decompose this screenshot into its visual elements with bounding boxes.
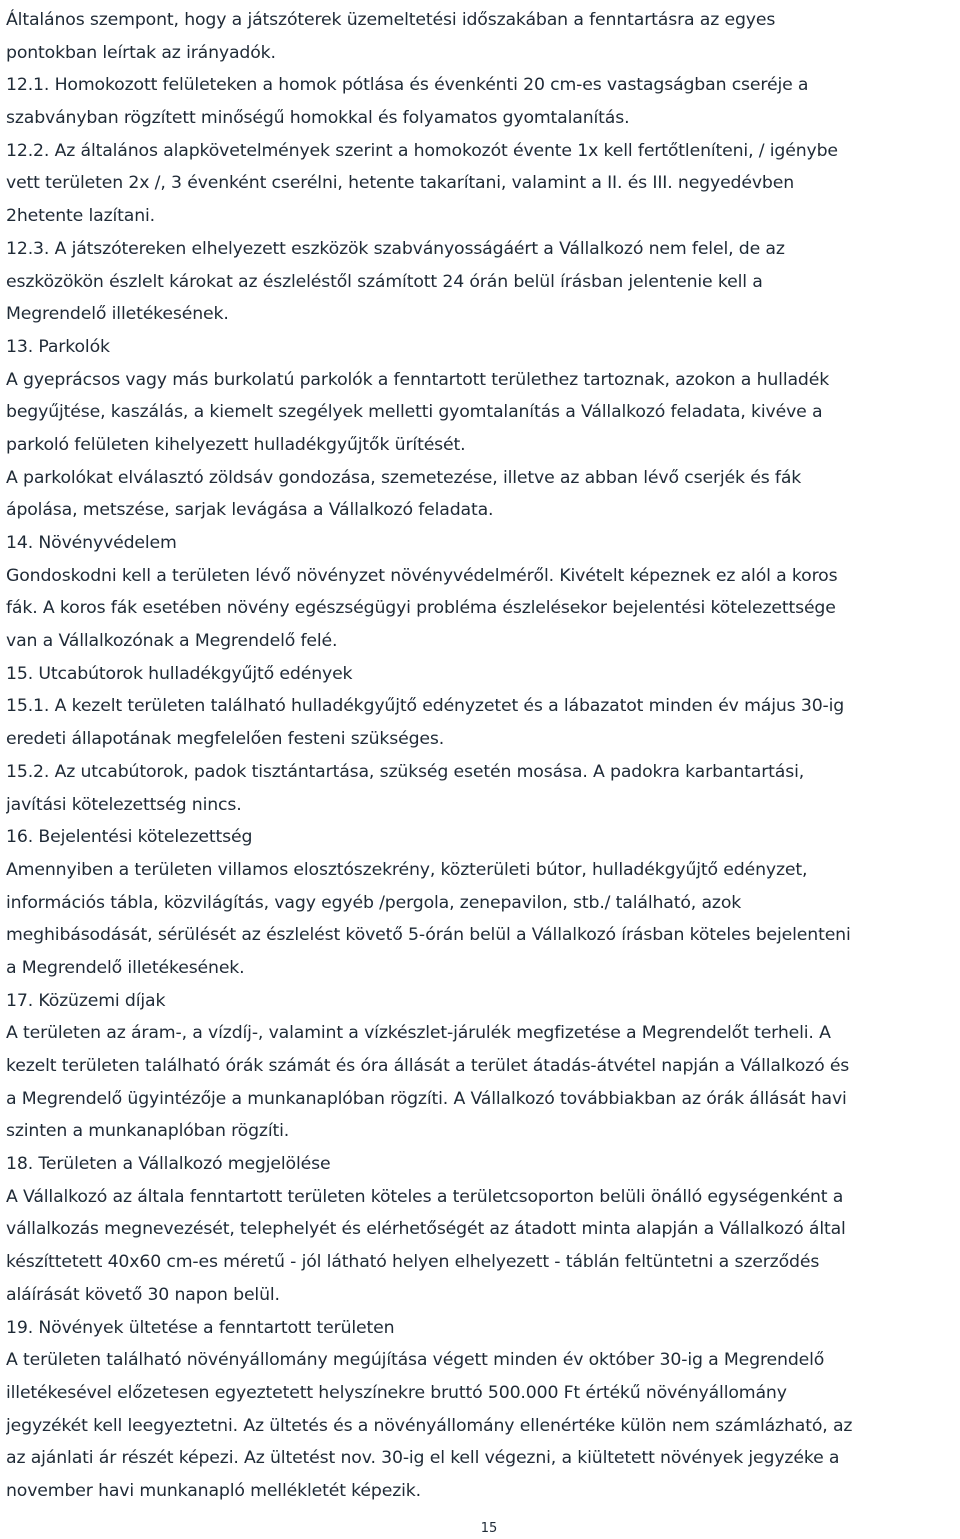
section-heading: 13. Parkolók: [6, 336, 110, 357]
text-line: illetékesével előzetesen egyeztetett helyszínekre bruttó 500.000 Ft értékű növényállomány: [6, 1382, 787, 1403]
text-line: jegyzékét kell leegyeztetni. Az ültetés és a növényállomány ellenértéke külön nem számlázható, az: [6, 1415, 853, 1436]
text-line: 15.1. A kezelt területen található hulladékgyűjtő edényzetet és a lábazatot minden év május 30-ig: [6, 696, 845, 717]
text-line: 2hetente lazítani.: [6, 206, 156, 227]
page-number: 15: [480, 1521, 498, 1536]
text-line: javítási kötelezettség nincs.: [6, 794, 242, 815]
text-line: készíttetett 40x60 cm-es méretű - jól látható helyen elhelyezett - táblán feltüntetni a szerződés: [6, 1252, 820, 1273]
section-heading: 15. Utcabútorok hulladékgyűjtő edények: [6, 663, 353, 684]
text-line: eszközökön észlelt károkat az észleléstől számított 24 órán belül írásban jelentenie kell a: [6, 271, 763, 292]
section-heading: 18. Területen a Vállalkozó megjelölése: [6, 1154, 331, 1175]
text-line: vett területen 2x /, 3 évenként cserélni, hetente takarítani, valamint a II. és III. negyedévben: [6, 173, 795, 194]
text-line: Általános szempont, hogy a játszóterek üzemeltetési időszakában a fenntartásra az egyes: [6, 10, 776, 30]
text-line: a Megrendelő ügyintézője a munkanaplóban rögzíti. A Vállalkozó továbbiakban az órák állását havi: [6, 1088, 847, 1109]
text-line: 15.2. Az utcabútorok, padok tisztántartása, szükség esetén mosása. A padokra karbantartási,: [6, 761, 805, 782]
text-line: van a Vállalkozónak a Megrendelő felé.: [6, 631, 338, 652]
text-line: szinten a munkanaplóban rögzíti.: [6, 1121, 290, 1142]
text-line: kezelt területen található órák számát és óra állását a terület átadás-átvétel napján a Vállalkozó és: [6, 1056, 850, 1076]
section-heading: 19. Növények ültetése a fenntartott területen: [6, 1317, 395, 1338]
text-line: eredeti állapotának megfelelően festeni szükséges.: [6, 729, 445, 750]
text-line: a Megrendelő illetékesének.: [6, 957, 245, 978]
text-line: pontokban leírtak az irányadók.: [6, 42, 276, 63]
text-line: A területen található növényállomány megújítása végett minden év október 30-ig a Megrendelő: [6, 1350, 825, 1371]
text-line: Gondoskodni kell a területen lévő növényzet növényvédelméről. Kivételt képeznek ez alól a koros: [6, 565, 838, 586]
section-heading: 16. Bejelentési kötelezettség: [6, 827, 253, 848]
text-line: A parkolókat elválasztó zöldsáv gondozása, szemetezése, illetve az abban lévő cserjék és fák: [6, 467, 802, 488]
section-heading: 17. Közüzemi díjak: [6, 990, 166, 1011]
text-line: vállalkozás megnevezését, telephelyét és elérhetőségét az átadott minta alapján a Vállalkozó által: [6, 1219, 846, 1240]
text-line: ápolása, metszése, sarjak levágása a Vállalkozó feladata.: [6, 500, 494, 521]
text-line: november havi munkanapló mellékletét képezik.: [6, 1480, 421, 1501]
text-line: A Vállalkozó az általa fenntartott területen köteles a területcsoporton belüli önálló egységenként a: [6, 1186, 844, 1207]
text-line: szabványban rögzített minőségű homokkal és folyamatos gyomtalanítás.: [6, 108, 630, 129]
text-line: begyűjtése, kaszálás, a kiemelt szegélyek melletti gyomtalanítás a Vállalkozó feladata, kivéve a: [6, 402, 823, 423]
document-body: [6, 4, 958, 1508]
text-line: fák. A koros fák esetében növény egészségügyi probléma észlelésekor bejelentési kötelezettsége: [6, 598, 836, 619]
text-line: Megrendelő illetékesének.: [6, 304, 229, 325]
text-line: 12.3. A játszótereken elhelyezett eszközök szabványosságáért a Vállalkozó nem felel, de az: [6, 238, 785, 259]
text-line: A gyeprácsos vagy más burkolatú parkolók a fenntartott területhez tartoznak, azokon a hulladék: [6, 369, 830, 390]
text-line: aláírását követő 30 napon belül.: [6, 1284, 280, 1305]
text-line: meghibásodását, sérülését az észlelést követő 5-órán belül a Vállalkozó írásban köteles bejelenteni: [6, 925, 851, 946]
text-line: 12.2. Az általános alapkövetelmények szerint a homokozót évente 1x kell fertőtleníteni, / igénybe: [6, 140, 838, 161]
text-line: A területen az áram-, a vízdíj-, valamint a vízkészlet-járulék megfizetése a Megrendelőt terheli. A: [6, 1023, 831, 1044]
text-line: Amennyiben a területen villamos elosztószekrény, közterületi bútor, hulladékgyűjtő edényzet,: [6, 859, 808, 880]
text-line: 12.1. Homokozott felületeken a homok pótlása és évenkénti 20 cm-es vastagságban cseréje a: [6, 75, 809, 96]
text-line: információs tábla, közvilágítás, vagy egyéb /pergola, zenepavilon, stb./ található, azok: [6, 892, 742, 913]
section-heading: 14. Növényvédelem: [6, 533, 177, 553]
text-line: az ajánlati ár részét képezi. Az ültetést nov. 30-ig el kell végezni, a kiültetett növények jegyzéke a: [6, 1448, 840, 1469]
text-line: parkoló felületen kihelyezett hulladékgyűjtők ürítését.: [6, 434, 466, 455]
